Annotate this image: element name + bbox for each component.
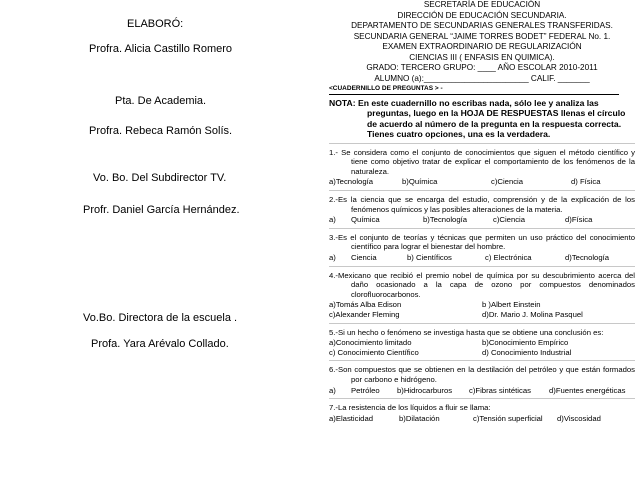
question-options — [329, 414, 635, 424]
option: d) Conocimiento Industrial — [482, 347, 572, 357]
option: b)Dilatación — [399, 413, 440, 423]
option: a)Tecnología — [329, 177, 374, 187]
option: c)Ciencia — [493, 215, 526, 225]
directora-name: Profa. Yara Arévalo Collado. — [91, 338, 229, 350]
divider — [329, 190, 635, 191]
cuadernillo-label: <CUADERNILLO DE PREGUNTAS > - — [329, 85, 443, 92]
divider — [329, 228, 635, 229]
option: b)Tecnología — [423, 215, 468, 225]
question-1 — [329, 148, 635, 187]
option: d) Física — [571, 177, 601, 187]
divider — [329, 398, 635, 399]
divider — [329, 94, 619, 95]
option: a)Tomás Alba Edison — [329, 300, 402, 310]
question-options — [329, 338, 635, 357]
option: b)Hidrocarburos — [397, 385, 453, 395]
option: d)Física — [565, 215, 593, 225]
divider — [329, 143, 635, 144]
question-2 — [329, 195, 635, 225]
question-text: 6.-Son compuestos que se obtienen en la destilación del petróleo y que están formados por carbono e hidrógeno. — [329, 365, 635, 384]
option: b)Química — [402, 177, 438, 187]
option: d)Fuentes energéticas — [549, 385, 626, 395]
header-line: DEPARTAMENTO DE SECUNDARIAS GENERALES TRANSFERIDAS. — [351, 21, 613, 30]
option: a) — [329, 252, 336, 262]
option: Ciencia — [351, 252, 377, 262]
header-line: EXAMEN EXTRAORDINARIO DE REGULARIZACIÓN — [382, 42, 582, 51]
option: Petróleo — [351, 385, 380, 395]
question-options — [329, 215, 635, 225]
directora-title: Vo.Bo. Directora de la escuela . — [83, 312, 238, 324]
option: d)Viscosidad — [557, 413, 601, 423]
question-text: 1.- Se considera como el conjunto de conocimientos que siguen el método científico y tiene como objetivo tratar de explicar el comportamiento de los fenómenos de la naturaleza. — [329, 147, 635, 176]
question-5 — [329, 328, 635, 358]
option: c)Alexander Fleming — [329, 309, 400, 319]
elaboro-label: ELABORÓ: — [127, 18, 184, 30]
question-options — [329, 253, 635, 263]
question-text: 7.-La resistencia de los líquidos a fluir se llama: — [329, 403, 491, 413]
exam-header — [329, 0, 635, 84]
option: b)Conocimiento Empírico — [482, 338, 569, 348]
divider — [329, 360, 635, 361]
question-3 — [329, 233, 635, 263]
option: c) Conocimiento Científico — [329, 347, 419, 357]
nota-instructions: NOTA: En este cuadernillo no escribas nada, sólo lee y analiza las preguntas, luego en la HOJA DE RESPUESTAS llenas el círculo de acuerdo al número de la pregunta en la respuesta correcta. Tienes cuatro opciones, una es la verdadera. — [329, 98, 626, 140]
question-text: 5.-Si un hecho o fenómeno se investiga hasta que se obtiene una conclusión es: — [329, 327, 604, 337]
option: a)Conocimiento limitado — [329, 338, 412, 348]
option: a) — [329, 215, 336, 225]
option: d)Tecnología — [565, 252, 610, 262]
subdirector-title: Vo. Bo. Del Subdirector TV. — [93, 172, 227, 184]
question-7 — [329, 403, 635, 423]
question-options — [329, 177, 635, 187]
header-line: SECRETARÍA DE EDUCACIÓN — [423, 0, 541, 9]
question-text: 2.-Es la ciencia que se encarga del estudio, comprensión y de la explicación de los fenómenos químicos y las posibles alteraciones de la materia. — [329, 195, 635, 214]
option: c)Fibras sintéticas — [469, 385, 531, 395]
header-line: CIENCIAS III ( ENFASIS EN QUIMICA). — [409, 52, 555, 62]
subdirector-name: Profr. Daniel García Hernández. — [83, 204, 240, 216]
question-options — [329, 386, 635, 396]
option: Química — [351, 215, 380, 225]
exam-page — [329, 0, 635, 423]
question-4 — [329, 271, 635, 320]
question-text: 3.-Es el conjunto de teorías y técnicas que permiten un uso práctico del conocimiento científico para lograr el bienestar del hombre. — [329, 232, 635, 252]
header-line: GRADO: TERCERO GRUPO: ____ AÑO ESCOLAR 2010-2011 — [366, 63, 598, 72]
header-line: SECUNDARIA GENERAL “JAIME TORRES BODET” FEDERAL No. 1. — [353, 31, 611, 41]
option: a)Elasticidad — [329, 413, 374, 423]
option: a) — [329, 385, 336, 395]
question-text: 4.-Mexicano que recibió el premio nobel de química por su descubrimiento acerca del daño ocasionado a la capa de ozono por compuestos denominados clorofluorocarbonos. — [329, 270, 635, 299]
option: d)Dr. Mario J. Molina Pasquel — [482, 309, 583, 319]
academia-title: Pta. De Academia. — [115, 95, 207, 107]
divider — [329, 323, 635, 324]
header-line: ALUMNO (a):_______________________ CALIF. _______ — [374, 73, 590, 83]
option: b )Albert Einstein — [482, 300, 541, 310]
divider — [329, 266, 635, 267]
header-line: DIRECCIÓN DE EDUCACIÓN SECUNDARIA. — [397, 10, 567, 20]
option: c)Ciencia — [491, 177, 524, 187]
option: b) Científicos — [407, 252, 452, 262]
option: c) Electrónica — [485, 252, 532, 262]
author-name: Profra. Alicia Castillo Romero — [89, 43, 233, 55]
question-options — [329, 300, 635, 319]
option: c)Tensión superficial — [473, 413, 543, 423]
question-6 — [329, 365, 635, 395]
academia-name: Profra. Rebeca Ramón Solís. — [89, 125, 233, 137]
